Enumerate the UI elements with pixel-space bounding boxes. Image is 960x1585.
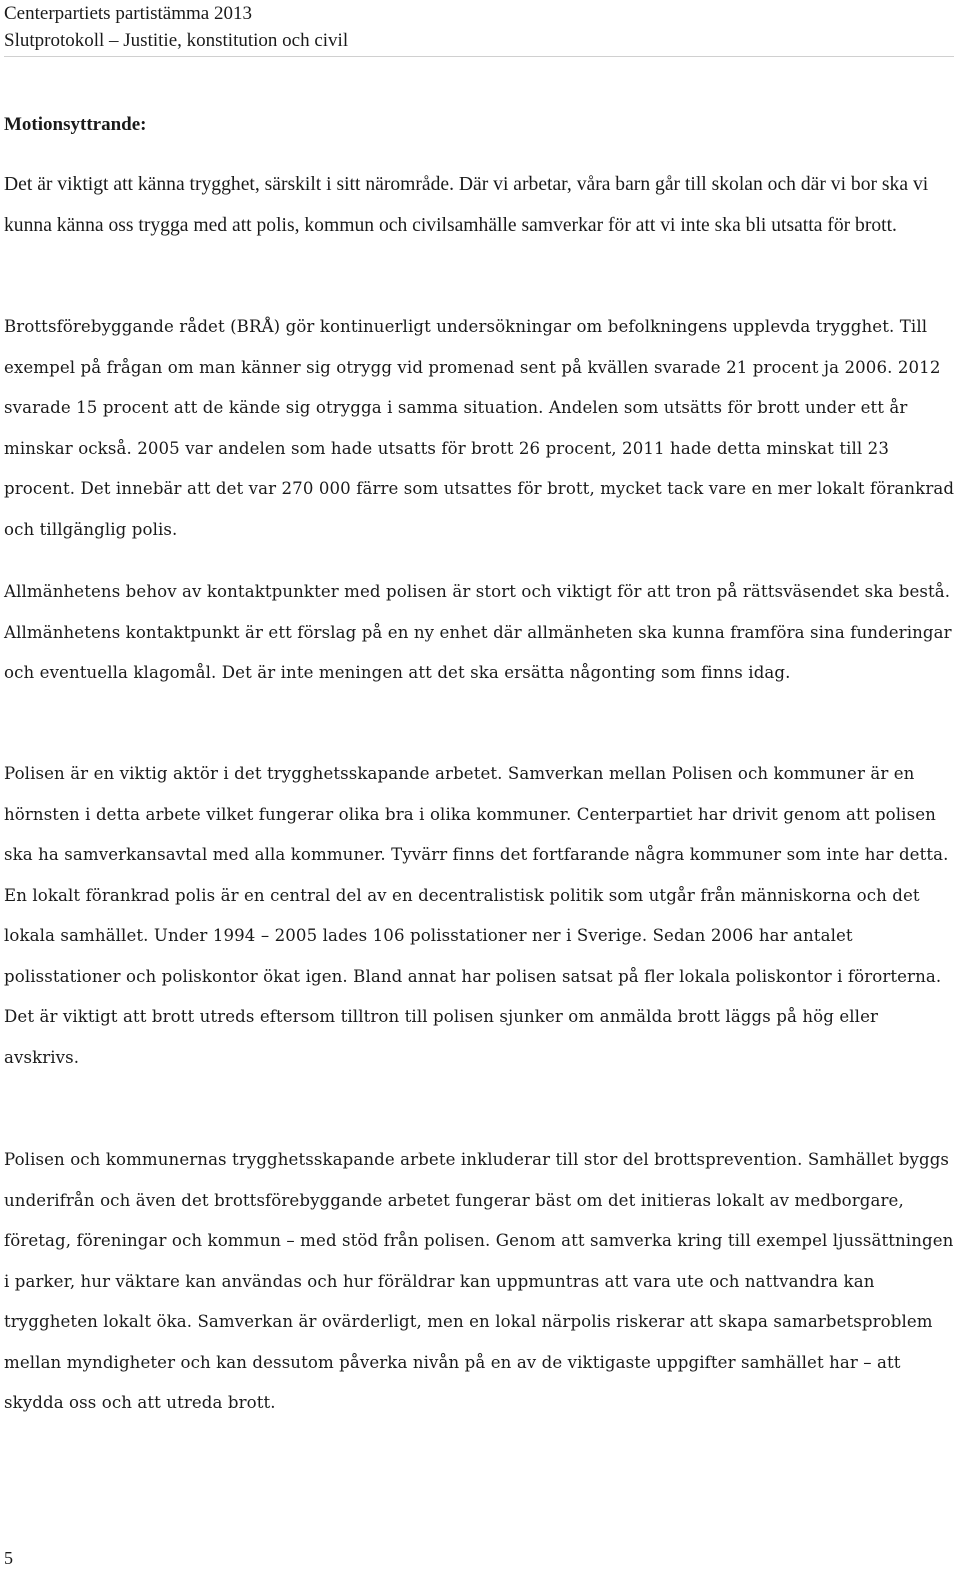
section-heading: Motionsyttrande:	[4, 114, 147, 135]
paragraph-contact-points: Allmänhetens behov av kontaktpunkter med polisen är stort och viktigt för att tron på rättsväsendet ska bestå. Allmänhetens kontaktpunkt är ett förslag på en ny enhet där allmänheten ska kunna framföra sina funderingar och eventuella klagomål. Det är inte meningen att det ska ersätta någonting som finns idag.	[4, 582, 952, 682]
page-header	[4, 0, 954, 57]
document-title: Centerpartiets partistämma 2013	[4, 3, 252, 24]
paragraph-crime-prevention: Polisen och kommunernas trygghetsskapande arbete inkluderar till stor del brottsprevention. Samhället byggs underifrån och även det brottsförebyggande arbetet fungerar bäst om det initieras lokalt av medborgare, företag, föreningar och kommun – med stöd från polisen. Genom att samverka kring till exempel ljussättningen i parker, hur väktare kan användas och hur föräldrar kan uppmuntras att vara ute och nattvandra kan tryggheten lokalt öka. Samverkan är ovärderligt, men en lokal närpolis riskerar att skapa samarbetsproblem mellan myndigheter och kan dessutom påverka nivån på en av de viktigaste uppgifter samhället har – att skydda oss och att utreda brott.	[4, 1150, 954, 1412]
paragraph-bra-statistics: Brottsförebyggande rådet (BRÅ) gör kontinuerligt undersökningar om befolkningens upplevda trygghet. Till exempel på frågan om man känner sig otrygg vid promenad sent på kvällen svarade 21 procent ja 2006. 2012 svarade 15 procent att de kände sig otrygga i samma situation. Andelen som utsätts för brott under ett år minskar också. 2005 var andelen som hade utsatts för brott 26 procent, 2011 hade detta minskat till 23 procent. Det innebär att det var 270 000 färre som utsattes för brott, mycket tack vare en mer lokalt förankrad och tillgänglig polis.	[4, 317, 955, 539]
document-subtitle: Slutprotokoll – Justitie, konstitution och civil	[4, 30, 349, 51]
paragraph-police-cooperation: Polisen är en viktig aktör i det trygghetsskapande arbetet. Samverkan mellan Polisen och kommuner är en hörnsten i detta arbete vilket fungerar olika bra i olika kommuner. Centerpartiet har drivit genom att polisen ska ha samverkansavtal med alla kommuner. Tyvärr finns det fortfarande några kommuner som inte har detta. En lokalt förankrad polis är en central del av en decentralistisk politik som utgår från människorna och det lokala samhället. Under 1994 – 2005 lades 106 polisstationer ner i Sverige. Sedan 2006 har antalet polisstationer och poliskontor ökat igen. Bland annat har polisen satsat på fler lokala poliskontor i förorterna. Det är viktigt att brott utreds eftersom tilltron till polisen sjunker om anmälda brott läggs på hög eller avskrivs.	[4, 764, 949, 1067]
page-number: 5	[4, 1548, 13, 1568]
paragraph-intro: Det är viktigt att känna trygghet, särskilt i sitt närområde. Där vi arbetar, våra barn går till skolan och där vi bor ska vi kunna känna oss trygga med att polis, kommun och civilsamhälle samverkar för att vi inte ska bli utsatta för brott.	[4, 174, 929, 236]
